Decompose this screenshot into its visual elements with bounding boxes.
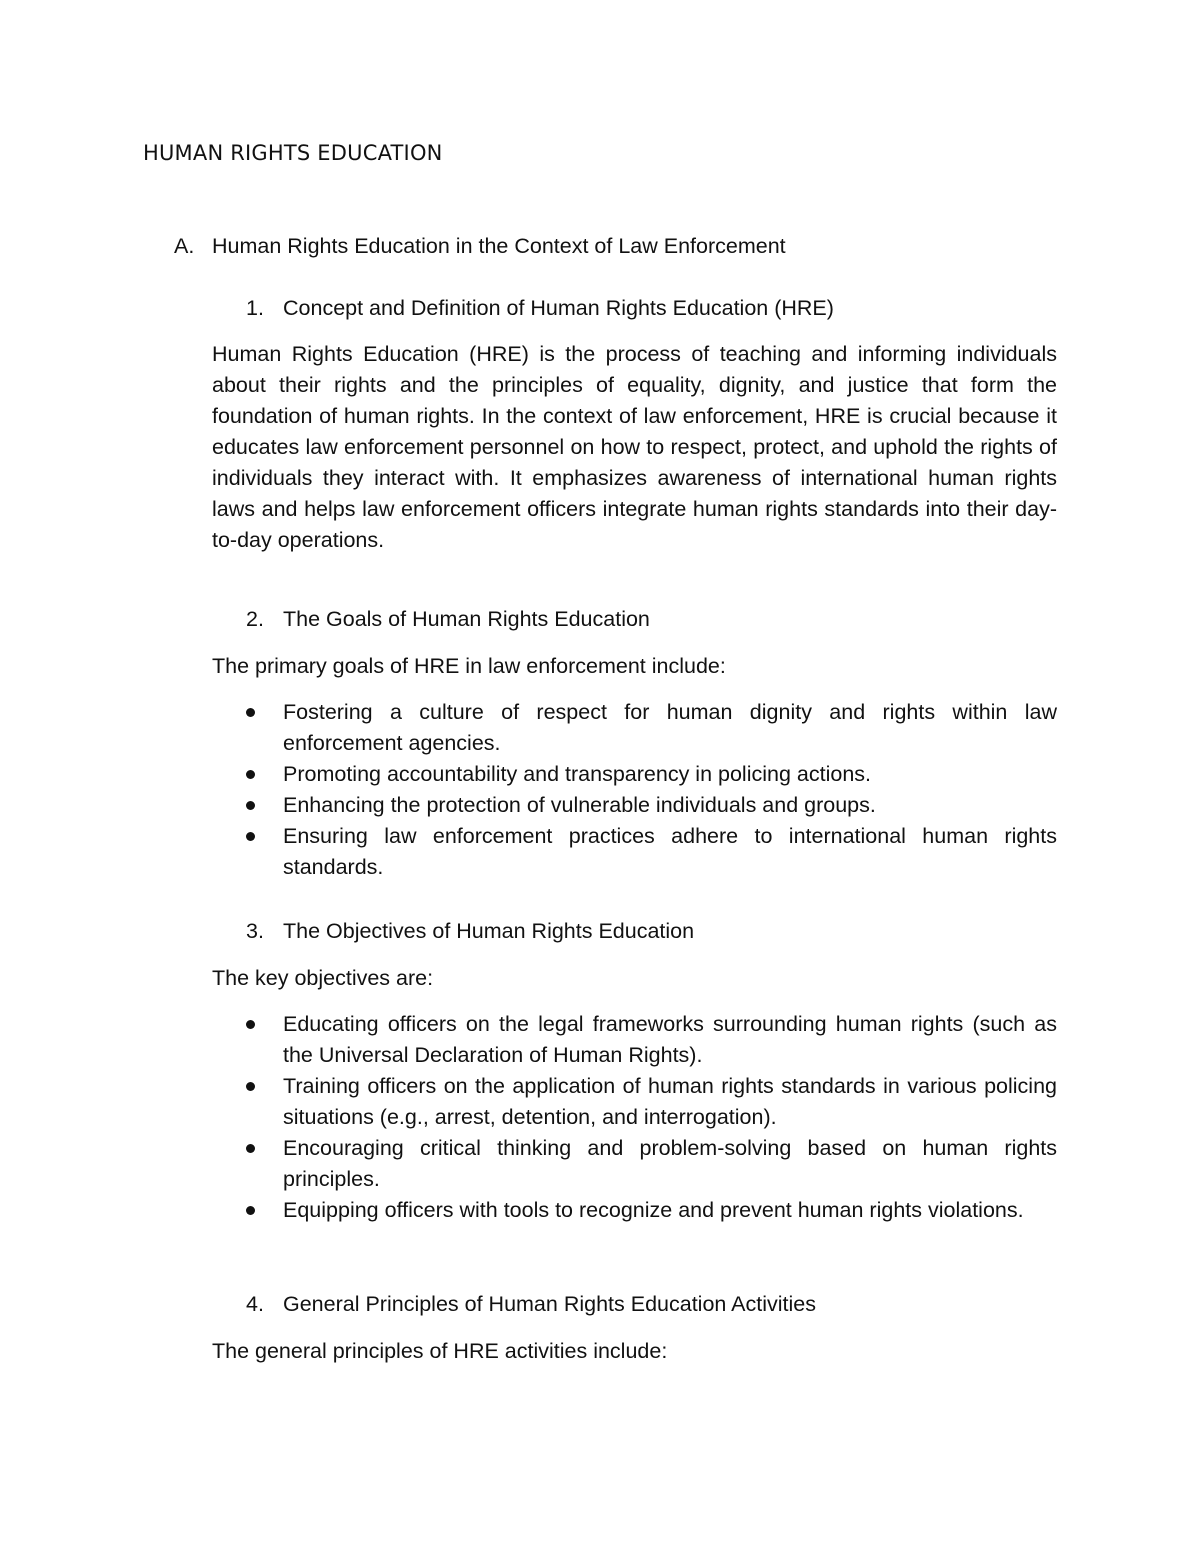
objective-item: Equipping officers with tools to recognize and prevent human rights violations. (283, 1198, 1024, 1222)
bullet-dot (246, 1020, 255, 1029)
bullet-dot (246, 801, 255, 810)
subsection-4-intro: The general principles of HRE activities include: (212, 1339, 668, 1363)
subsection-3-marker: 3. (246, 919, 264, 943)
bullet-dot (246, 1144, 255, 1153)
bullet-dot (246, 1206, 255, 1215)
objective-item: Educating officers on the legal frameworks surrounding human rights (such as the Universal Declaration of Human Rights). (283, 1012, 1057, 1067)
goal-item: Fostering a culture of respect for human dignity and rights within law enforcement agencies. (283, 700, 1057, 755)
section-a-marker: A. (174, 234, 195, 258)
bullet-dot (246, 1082, 255, 1091)
subsection-1-body: Human Rights Education (HRE) is the process of teaching and informing individuals about their rights and the principles of equality, dignity, and justice that form the foundation of human rights. In the context of law enforcement, HRE is crucial because it educates law enforcement personnel on how to respect, protect, and uphold the rights of individuals they interact with. It emphasizes awareness of international human rights laws and helps law enforcement officers integrate human rights standards into their day-to-day operations. (212, 342, 1057, 552)
subsection-4-marker: 4. (246, 1292, 264, 1316)
bullet-dot (246, 708, 255, 717)
goal-item: Ensuring law enforcement practices adhere to international human rights standards. (283, 824, 1057, 879)
goal-item: Enhancing the protection of vulnerable individuals and groups. (283, 793, 876, 817)
bullet-dot (246, 832, 255, 841)
bullet-dot (246, 770, 255, 779)
subsection-1-heading: Concept and Definition of Human Rights Education (HRE) (283, 296, 834, 320)
objective-item: Encouraging critical thinking and problem-solving based on human rights principles. (283, 1136, 1057, 1191)
document-title: HUMAN RIGHTS EDUCATION (143, 141, 443, 165)
subsection-2-intro: The primary goals of HRE in law enforcement include: (212, 654, 726, 678)
subsection-1-marker: 1. (246, 296, 264, 320)
subsection-3-heading: The Objectives of Human Rights Education (283, 919, 695, 943)
subsection-3-intro: The key objectives are: (212, 966, 434, 990)
goal-item: Promoting accountability and transparency in policing actions. (283, 762, 871, 786)
subsection-2-heading: The Goals of Human Rights Education (283, 607, 650, 631)
section-a-heading: Human Rights Education in the Context of Law Enforcement (212, 234, 786, 258)
subsection-4-heading: General Principles of Human Rights Education Activities (283, 1292, 816, 1316)
subsection-2-marker: 2. (246, 607, 264, 631)
objective-item: Training officers on the application of human rights standards in various policing situations (e.g., arrest, detention, and interrogation). (283, 1074, 1057, 1129)
